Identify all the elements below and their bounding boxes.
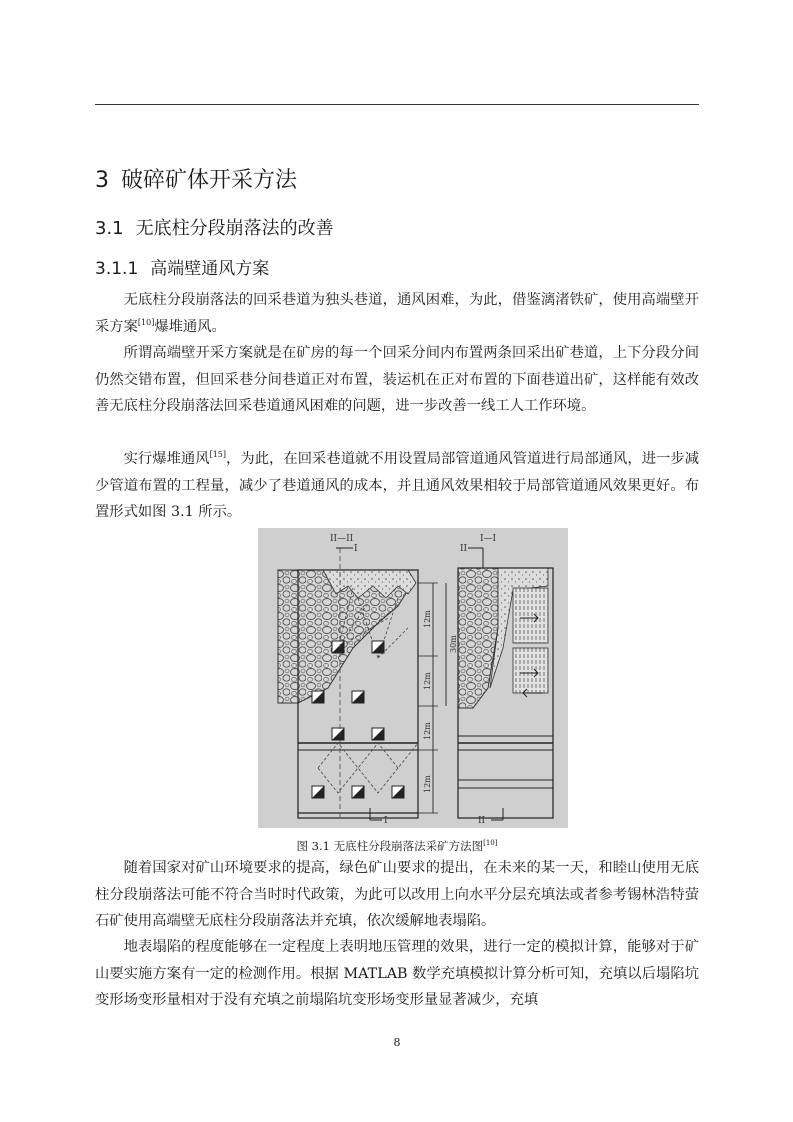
header-rule bbox=[95, 104, 699, 105]
figure-caption-citation: [10] bbox=[483, 839, 498, 848]
figure-caption bbox=[95, 838, 699, 854]
label-section-II-II: II—II bbox=[330, 534, 354, 544]
paragraph-4: 随着国家对矿山环境要求的提高，绿色矿山要求的提出，在未来的某一天，和睦山使用无底柱分段崩落法可能不符合当时时代政策，为此可以改用上向水平分层充填法或者参考锡林浩特萤石矿使用高端壁无底柱分段崩落法并充填，依次缓解地表塌陷。 bbox=[95, 860, 699, 929]
citation-10: [10] bbox=[137, 317, 155, 327]
paragraph-3 bbox=[95, 446, 699, 526]
figure-caption-text: 图 3.1 无底柱分段崩落法采矿方法图 bbox=[296, 839, 484, 853]
chapter-heading bbox=[95, 166, 297, 196]
section-title: 无底柱分段崩落法的改善 bbox=[135, 218, 334, 239]
figure-mining-method-diagram bbox=[258, 528, 568, 828]
dim-12m-c: 12m bbox=[423, 722, 432, 740]
chapter-number: 3 bbox=[95, 168, 109, 193]
label-I-bottom-left: I bbox=[384, 816, 388, 826]
section-heading bbox=[95, 216, 334, 242]
dim-12m-a: 12m bbox=[423, 610, 432, 628]
dim-12m-b: 12m bbox=[423, 672, 432, 690]
subsection-title: 高端壁通风方案 bbox=[150, 259, 270, 279]
paragraph-5: 地表塌陷的程度能够在一定程度上表明地压管理的效果，进行一定的模拟计算，能够对于矿山要实施方案有一定的检测作用。根据 MATLAB 数学充填模拟计算分析可知，充填以后塌陷坑变形场变形量相对于没有充填之前塌陷坑变形场变形量显著减少，充填 bbox=[95, 939, 699, 1008]
dim-12m-d: 12m bbox=[423, 775, 432, 793]
label-I-top-left: I bbox=[354, 544, 358, 554]
dim-30m: 30m bbox=[449, 635, 458, 653]
label-section-I-I: I—I bbox=[480, 534, 497, 544]
subsection-heading bbox=[95, 256, 269, 282]
paragraph-1-text: 无底柱分段崩落法的回采巷道为独头巷道，通风困难，为此，借鉴漓渚铁矿，使用高端壁开采方案 bbox=[95, 292, 699, 335]
paragraph-2: 所谓高端壁开采方案就是在矿房的每一个回采分间内布置两条回采出矿巷道，上下分段分间仍然交错布置，但回采巷分间巷道正对布置，装运机在正对布置的下面巷道出矿，这样能有效改善无底柱分段崩落法回采巷道通风困难的问题，进一步改善一线工人工作环境。 bbox=[95, 345, 699, 414]
paragraph-3-text: 实行爆堆通风 bbox=[123, 451, 210, 467]
chapter-title: 破碎矿体开采方法 bbox=[121, 168, 298, 193]
paragraph-3-text-end: ，为此，在回采巷道就不用设置局部管道通风管道进行局部通风，进一步减少管道布置的工程量，减少了巷道通风的成本，并且通风效果相较于局部管道通风效果更好。布置形式如图 3.1 所示。 bbox=[95, 451, 699, 520]
label-II-bottom-right: II bbox=[478, 816, 486, 826]
citation-15: [15] bbox=[209, 450, 227, 460]
section-number: 3.1 bbox=[95, 218, 124, 239]
paragraph-1-text-end: 爆堆通风。 bbox=[154, 318, 226, 335]
paragraph-1 bbox=[95, 287, 699, 340]
subsection-number: 3.1.1 bbox=[95, 259, 139, 279]
label-II-top-right: II bbox=[460, 544, 468, 554]
page-number: 8 bbox=[393, 1036, 401, 1049]
